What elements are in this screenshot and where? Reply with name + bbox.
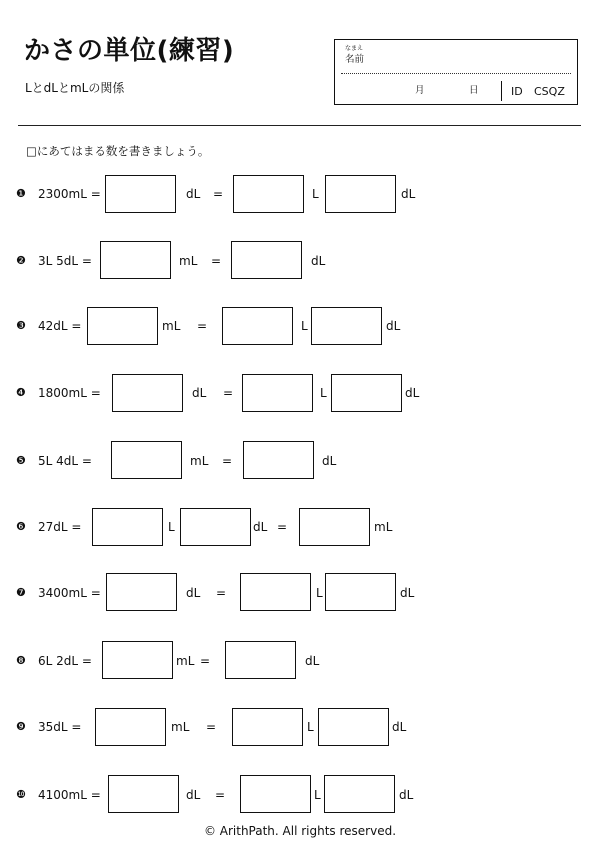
unit-label: dL	[186, 187, 201, 201]
unit-label: dL	[311, 254, 326, 268]
page-subtitle: LとdLとmLの関係	[25, 81, 125, 95]
unit-label: dL	[392, 720, 407, 734]
answer-box[interactable]	[243, 441, 314, 479]
month-label: 月	[415, 85, 425, 96]
problem-number: ❾	[16, 720, 26, 733]
answer-box[interactable]	[180, 508, 251, 546]
answer-box[interactable]	[311, 307, 382, 345]
answer-box[interactable]	[105, 175, 176, 213]
unit-label: mL	[162, 319, 181, 333]
unit-label: dL	[386, 319, 401, 333]
unit-label: L	[301, 319, 308, 333]
answer-box[interactable]	[325, 573, 396, 611]
unit-label: dL	[192, 386, 207, 400]
problem-number: ❸	[16, 319, 26, 332]
unit-label: L	[307, 720, 314, 734]
header-divider	[18, 125, 581, 126]
equals-sign: =	[211, 254, 222, 268]
copyright-footer: © ArithPath. All rights reserved.	[203, 824, 397, 838]
problem-question: 2300mL =	[38, 187, 101, 201]
name-furigana: なまえ	[345, 45, 364, 52]
answer-box[interactable]	[324, 775, 395, 813]
equals-sign: =	[216, 586, 227, 600]
answer-box[interactable]	[233, 175, 304, 213]
answer-box[interactable]	[100, 241, 171, 279]
problem-number: ❹	[16, 386, 26, 399]
equals-sign: =	[206, 720, 217, 734]
problem-number: ❷	[16, 254, 26, 267]
answer-box[interactable]	[318, 708, 389, 746]
answer-box[interactable]	[240, 775, 311, 813]
answer-box[interactable]	[331, 374, 402, 412]
answer-box[interactable]	[240, 573, 311, 611]
answer-box[interactable]	[225, 641, 296, 679]
answer-box[interactable]	[102, 641, 173, 679]
unit-label: dL	[400, 586, 415, 600]
unit-label: dL	[399, 788, 414, 802]
name-label: 名前	[345, 54, 365, 65]
problem-question: 42dL =	[38, 319, 82, 333]
day-label: 日	[469, 85, 479, 96]
equals-sign: =	[197, 319, 208, 333]
problem-question: 3L 5dL =	[38, 254, 92, 268]
unit-label: L	[316, 586, 323, 600]
unit-label: dL	[186, 586, 201, 600]
answer-box[interactable]	[87, 307, 158, 345]
unit-label: L	[314, 788, 321, 802]
problem-number: ❶	[16, 187, 26, 200]
instruction-text: □にあてはまる数を書きましょう。	[26, 144, 210, 158]
unit-label: mL	[190, 454, 209, 468]
unit-label: dL	[405, 386, 420, 400]
answer-box[interactable]	[106, 573, 177, 611]
problem-question: 1800mL =	[38, 386, 101, 400]
equals-sign: =	[200, 654, 211, 668]
answer-box[interactable]	[111, 441, 182, 479]
unit-label: L	[312, 187, 319, 201]
answer-box[interactable]	[325, 175, 396, 213]
answer-box[interactable]	[242, 374, 313, 412]
answer-box[interactable]	[112, 374, 183, 412]
answer-box[interactable]	[95, 708, 166, 746]
problem-question: 3400mL =	[38, 586, 101, 600]
page-title: かさの単位(練習)	[24, 36, 235, 66]
answer-box[interactable]	[108, 775, 179, 813]
answer-box[interactable]	[222, 307, 293, 345]
equals-sign: =	[223, 386, 234, 400]
problem-question: 6L 2dL =	[38, 654, 92, 668]
unit-label: dL	[253, 520, 268, 534]
problem-number: ❽	[16, 654, 26, 667]
problem-number: ❼	[16, 586, 26, 599]
unit-label: mL	[179, 254, 198, 268]
unit-label: L	[320, 386, 327, 400]
answer-box[interactable]	[231, 241, 302, 279]
problem-question: 35dL =	[38, 720, 82, 734]
problem-number: ❿	[16, 788, 26, 801]
unit-label: mL	[176, 654, 195, 668]
id-divider	[501, 81, 502, 101]
id-label: ID	[511, 85, 523, 98]
name-dotted-line	[341, 73, 571, 74]
unit-label: dL	[305, 654, 320, 668]
problem-number: ❺	[16, 454, 26, 467]
equals-sign: =	[213, 187, 224, 201]
answer-box[interactable]	[299, 508, 370, 546]
unit-label: L	[168, 520, 175, 534]
problem-question: 4100mL =	[38, 788, 101, 802]
problem-question: 27dL =	[38, 520, 82, 534]
problem-number: ❻	[16, 520, 26, 533]
unit-label: dL	[401, 187, 416, 201]
problem-question: 5L 4dL =	[38, 454, 92, 468]
id-value: CSQZ	[534, 85, 565, 98]
unit-label: dL	[322, 454, 337, 468]
answer-box[interactable]	[92, 508, 163, 546]
equals-sign: =	[277, 520, 288, 534]
unit-label: mL	[374, 520, 393, 534]
unit-label: mL	[171, 720, 190, 734]
equals-sign: =	[222, 454, 233, 468]
unit-label: dL	[186, 788, 201, 802]
answer-box[interactable]	[232, 708, 303, 746]
name-box	[334, 39, 578, 105]
equals-sign: =	[215, 788, 226, 802]
